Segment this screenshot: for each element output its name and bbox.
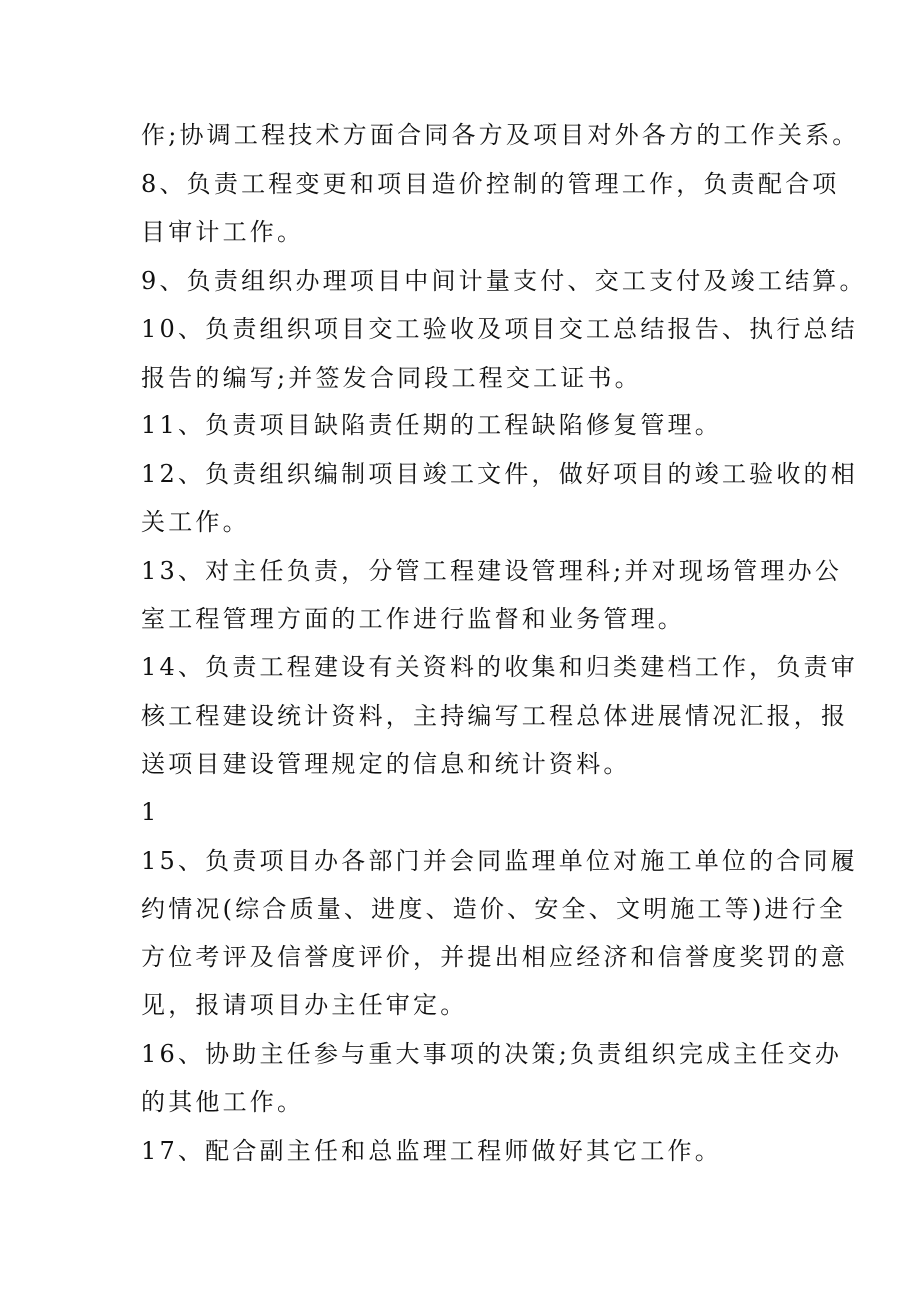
text-line: 11、负责项目缺陷责任期的工程缺陷修复管理。 (141, 411, 722, 439)
text-line: 14、负责工程建设有关资料的收集和归类建档工作，负责审 (141, 653, 858, 681)
text-line: 约情况(综合质量、进度、造价、安全、文明施工等)进行全 (141, 895, 847, 923)
text-line: 报告的编写;并签发合同段工程交工证书。 (141, 364, 642, 392)
text-line: 16、协助主任参与重大事项的决策;负责组织完成主任交办 (141, 1040, 843, 1068)
text-line: 15、负责项目办各部门并会同监理单位对施工单位的合同履 (141, 847, 858, 875)
text-line: 13、对主任负责，分管工程建设管理科;并对现场管理办公 (141, 557, 843, 585)
text-line: 见，报请项目办主任审定。 (141, 991, 468, 1019)
text-line: 作;协调工程技术方面合同各方及项目对外各方的工作关系。 (141, 121, 860, 149)
text-line: 送项目建设管理规定的信息和统计资料。 (141, 750, 631, 778)
text-line: 室工程管理方面的工作进行监督和业务管理。 (141, 605, 685, 633)
text-line: 10、负责组织项目交工验收及项目交工总结报告、执行总结 (141, 315, 858, 343)
text-line: 9、负责组织办理项目中间计量支付、交工支付及竣工结算。 (141, 267, 867, 295)
page-number: 1 (141, 798, 160, 826)
text-line: 关工作。 (141, 508, 250, 536)
text-line: 8、负责工程变更和项目造价控制的管理工作，负责配合项 (141, 170, 840, 198)
text-line: 方位考评及信誉度评价，并提出相应经济和信誉度奖罚的意 (141, 943, 849, 971)
text-line: 的其他工作。 (141, 1088, 305, 1116)
text-line: 核工程建设统计资料，主持编写工程总体进展情况汇报，报 (141, 702, 849, 730)
text-line: 目审计工作。 (141, 218, 305, 246)
text-line: 17、配合副主任和总监理工程师做好其它工作。 (141, 1137, 722, 1165)
text-line: 12、负责组织编制项目竣工文件，做好项目的竣工验收的相 (141, 460, 858, 488)
